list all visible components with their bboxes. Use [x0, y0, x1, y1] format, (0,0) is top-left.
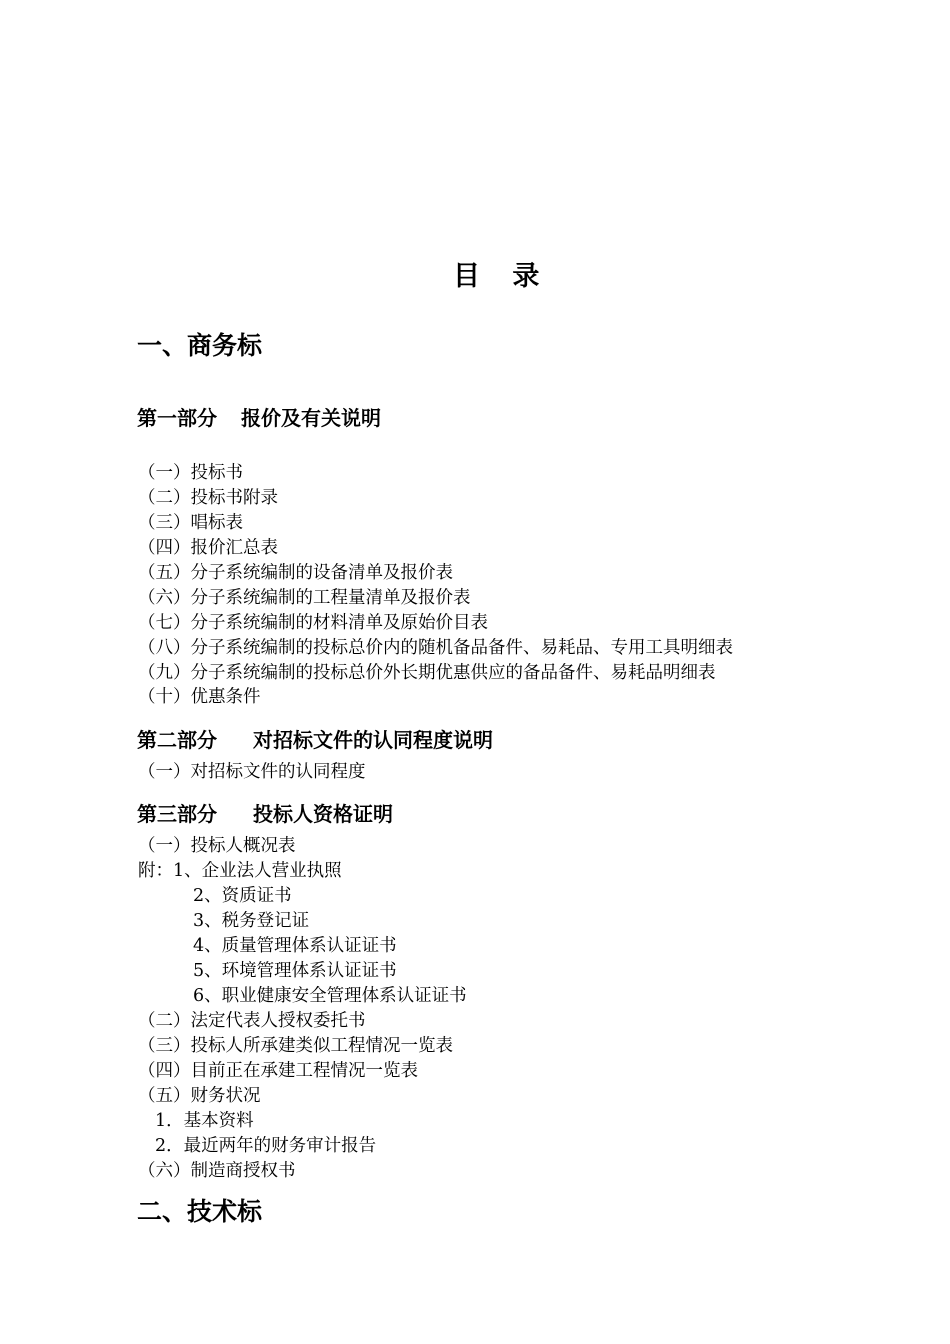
toc-item: （七）分子系统编制的材料清单及原始价目表 — [138, 613, 488, 633]
part3-heading — [137, 798, 393, 827]
part1-heading — [137, 402, 381, 431]
part3-title: 投标人资格证明 — [253, 802, 393, 826]
toc-title: 目 录 — [452, 261, 543, 292]
toc-item: （二）法定代表人授权委托书 — [138, 1011, 366, 1031]
part2-title: 对招标文件的认同程度说明 — [253, 728, 493, 752]
toc-item: （五）分子系统编制的设备清单及报价表 — [138, 563, 453, 583]
section-technical-heading: 二、技术标 — [137, 1197, 263, 1226]
toc-item: （九）分子系统编制的投标总价外长期优惠供应的备品备件、易耗品明细表 — [138, 663, 716, 683]
part3-label: 第三部分 — [137, 802, 217, 826]
toc-subitem: 2．最近两年的财务审计报告 — [155, 1136, 377, 1156]
toc-subitem: 6、职业健康安全管理体系认证证书 — [193, 986, 467, 1006]
toc-item: （八）分子系统编制的投标总价内的随机备品备件、易耗品、专用工具明细表 — [138, 638, 733, 658]
toc-item: （一）投标人概况表 — [138, 836, 296, 856]
toc-subitem: 1．基本资料 — [155, 1111, 254, 1131]
toc-item: （一）对招标文件的认同程度 — [138, 762, 366, 782]
toc-item: （六）分子系统编制的工程量清单及报价表 — [138, 588, 471, 608]
part1-label: 第一部分 — [137, 406, 217, 430]
part2-label: 第二部分 — [137, 728, 217, 752]
toc-item: （六）制造商授权书 — [138, 1161, 296, 1181]
toc-item: （四）报价汇总表 — [138, 538, 278, 558]
toc-item: （十）优惠条件 — [138, 687, 261, 707]
part2-heading — [137, 724, 493, 753]
part1-title: 报价及有关说明 — [241, 406, 381, 430]
toc-item: （一）投标书 — [138, 463, 243, 483]
toc-item: （四）目前正在承建工程情况一览表 — [138, 1061, 418, 1081]
toc-item: （三）投标人所承建类似工程情况一览表 — [138, 1036, 453, 1056]
toc-subitem: 5、环境管理体系认证证书 — [193, 961, 397, 981]
toc-item: （五）财务状况 — [138, 1086, 261, 1106]
toc-subitem: 3、税务登记证 — [193, 911, 310, 931]
toc-item: 附：1、企业法人营业执照 — [138, 861, 342, 881]
toc-subitem: 2、资质证书 — [193, 886, 292, 906]
toc-subitem: 4、质量管理体系认证证书 — [193, 936, 397, 956]
toc-item: （三）唱标表 — [138, 513, 243, 533]
toc-item: （二）投标书附录 — [138, 488, 278, 508]
section-commercial-heading: 一、商务标 — [137, 331, 263, 360]
